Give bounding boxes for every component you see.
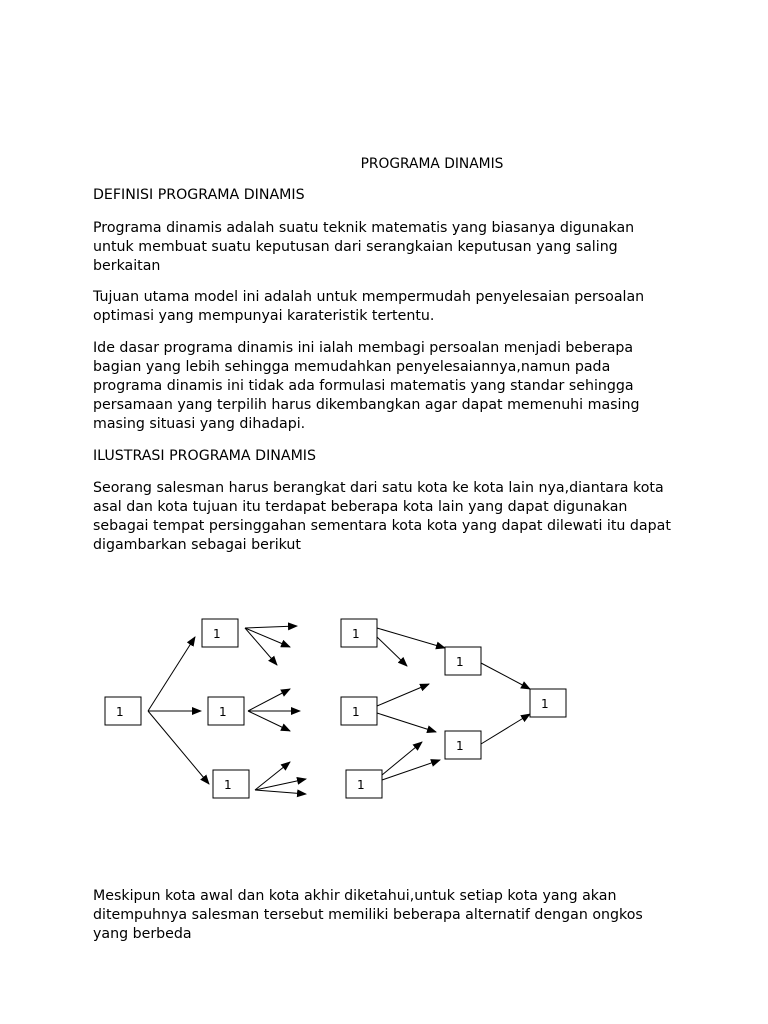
text-line: untuk membuat suatu keputusan dari serangkaian keputusan yang saling xyxy=(93,239,618,255)
edge-arrow xyxy=(245,626,297,628)
edge-arrow xyxy=(382,760,440,780)
paragraph-illustration xyxy=(93,479,693,555)
node-label: 1 xyxy=(352,705,360,719)
edge-arrow xyxy=(481,663,530,689)
text-line: ditempuhnya salesman tersebut memiliki beberapa alternatif dengan ongkos xyxy=(93,907,643,923)
edge-arrow xyxy=(245,628,290,647)
node-label: 1 xyxy=(224,778,232,792)
edge-arrow xyxy=(481,714,530,744)
text-line: Tujuan utama model ini adalah untuk mempermudah penyelesaian persoalan xyxy=(93,289,645,305)
node-label: 1 xyxy=(219,705,227,719)
section-heading-ilustrasi: ILUSTRASI PROGRAMA DINAMIS xyxy=(93,448,317,464)
node-label: 1 xyxy=(213,627,221,641)
edge-arrow xyxy=(148,637,195,711)
text-line: berkaitan xyxy=(93,258,161,274)
text-line: digambarkan sebagai berikut xyxy=(93,537,301,553)
paragraph-objective xyxy=(93,288,693,326)
edge-arrow xyxy=(377,713,436,732)
section-heading-definisi: DEFINISI PROGRAMA DINAMIS xyxy=(93,187,305,203)
node-label: 1 xyxy=(352,627,360,641)
text-line: sebagai tempat persinggahan sementara kota kota yang dapat dilewati itu dapat xyxy=(93,518,671,534)
text-line: programa dinamis ini tidak ada formulasi matematis yang standar sehingga xyxy=(93,378,634,394)
text-line: masing situasi yang dihadapi. xyxy=(93,416,306,432)
text-line: persamaan yang terpilih harus dikembangkan agar dapat memenuhi masing xyxy=(93,397,640,413)
text-line: Ide dasar programa dinamis ini ialah membagi persoalan menjadi beberapa xyxy=(93,340,634,356)
text-line: Seorang salesman harus berangkat dari satu kota ke kota lain nya,diantara kota xyxy=(93,480,664,496)
edge-arrow xyxy=(245,628,277,665)
node-label: 1 xyxy=(116,705,124,719)
edge-arrow xyxy=(248,689,290,711)
text-line: Meskipun kota awal dan kota akhir diketahui,untuk setiap kota yang akan xyxy=(93,888,617,904)
node-label: 1 xyxy=(456,739,464,753)
text-line: bagian yang lebih sehingga memudahkan penyelesaiannya,namun pada xyxy=(93,359,611,375)
edge-arrow xyxy=(255,790,306,794)
edge-arrow xyxy=(377,684,429,706)
paragraph-basic-idea xyxy=(93,339,693,434)
node-label: 1 xyxy=(456,655,464,669)
paragraph-definition xyxy=(93,219,693,276)
edge-arrow xyxy=(248,711,290,731)
paragraph-conclusion xyxy=(93,887,693,944)
node-label: 1 xyxy=(541,697,549,711)
edge-arrow xyxy=(382,742,422,775)
text-line: Programa dinamis adalah suatu teknik matematis yang biasanya digunakan xyxy=(93,220,635,236)
text-line: optimasi yang mempunyai karateristik tertentu. xyxy=(93,308,435,324)
network-diagram xyxy=(0,590,768,830)
text-line: yang berbeda xyxy=(93,926,192,942)
edge-arrow xyxy=(377,637,407,666)
edge-arrow xyxy=(377,628,445,648)
text-line: asal dan kota tujuan itu terdapat beberapa kota lain yang dapat digunakan xyxy=(93,499,628,515)
node-label: 1 xyxy=(357,778,365,792)
page-title: PROGRAMA DINAMIS xyxy=(360,156,504,172)
edge-arrow xyxy=(148,711,209,784)
